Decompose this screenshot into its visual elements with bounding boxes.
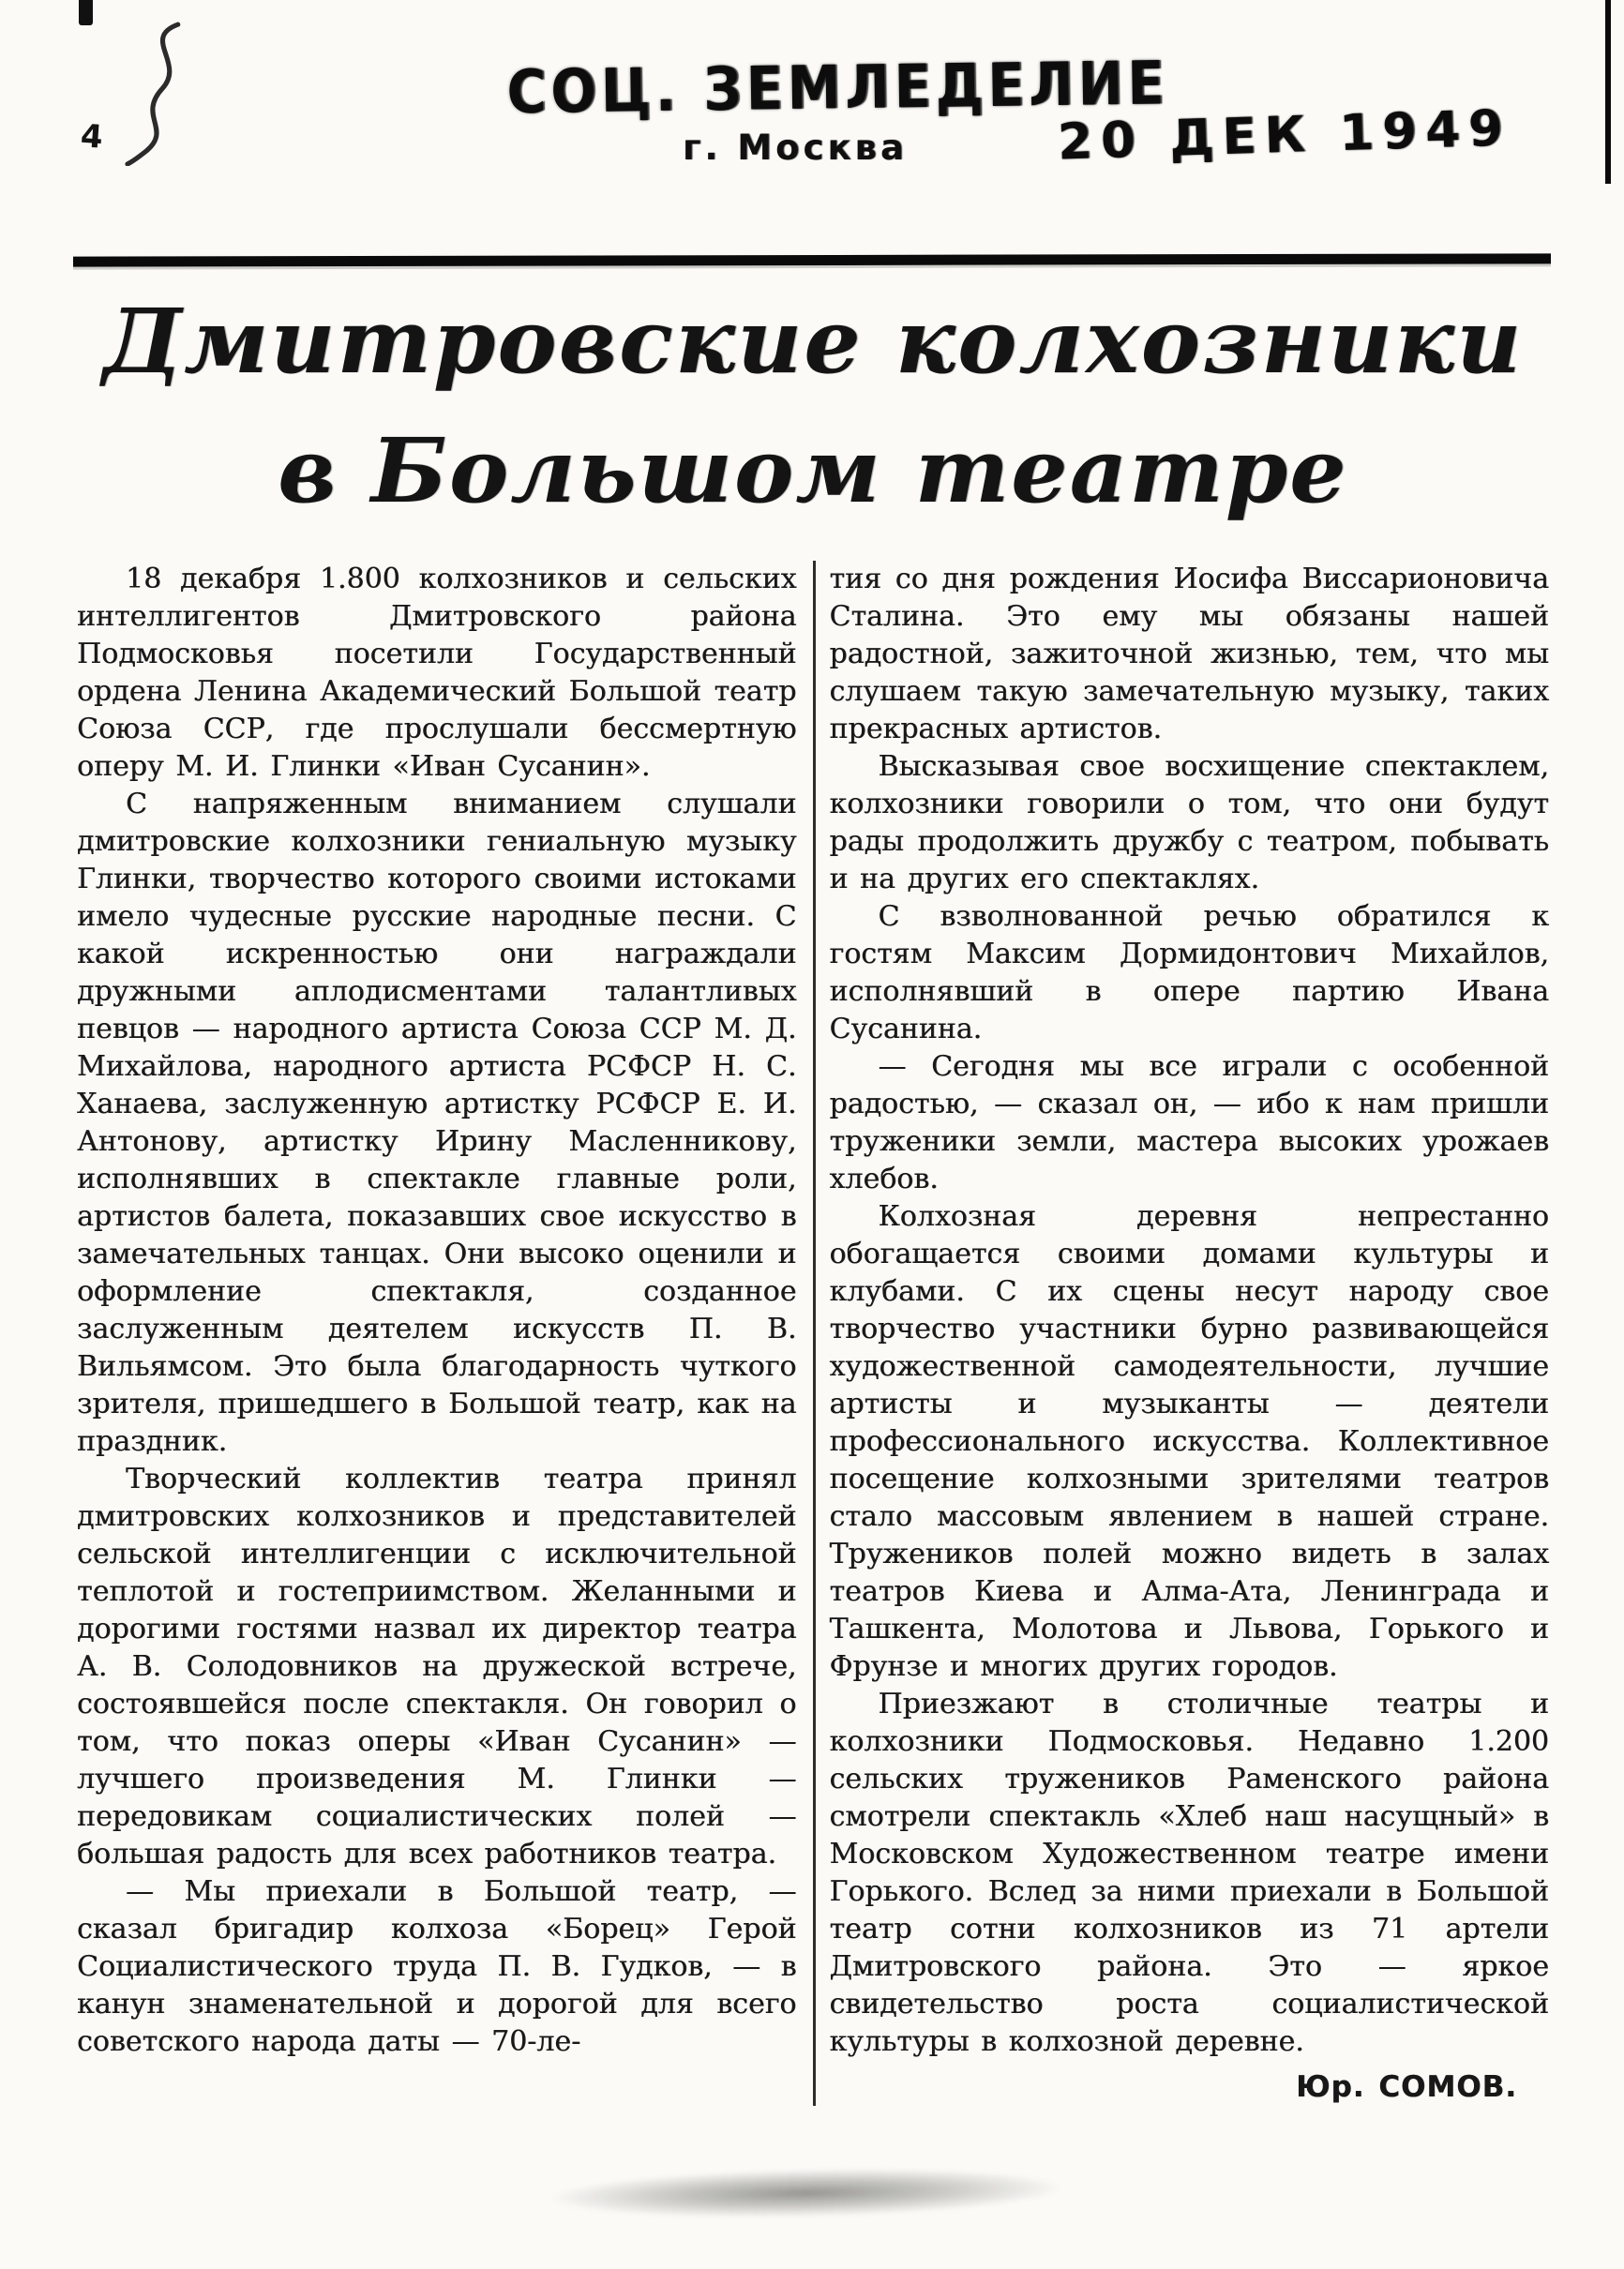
ink-mark-top-left [79,0,93,25]
article-paragraph: Колхозная деревня непрестанно обогащается своими домами культуры и клубами. С их сцены несут народу свое творчество участники бурно развивающейся художественной самодеятельности, лучшие артисты и музыканты — деятели профессионального искусства. Коллективное посещение колхозными зрителями театров стало массовым явлением в нашей стране. Тружеников полей можно видеть в залах театров Киева и Алма-Ата, Ленинграда и Ташкента, Молотова и Львова, Горького и Фрунзе и многих других городов. [829,1200,1549,1683]
article-paragraph: тия со дня рождения Иосифа Виссарионовича Сталина. Это ему мы обязаны нашей радостной, зажиточной жизнью, тем, что мы слушаем такую замечательную музыку, таких прекрасных артистов. [829,563,1549,745]
article-paragraph: Творческий коллектив театра принял дмитровских колхозников и представителей сельской интеллигенции с исключительной теплотой и гостеприимством. Желанными и дорогими гостями назвал их директор театра А. В. Солодовников на дружеской встрече, состоявшейся после спектакля. Он говорил о том, что показ оперы «Иван Сусанин» — лучшего произведения М. Глинки — передовикам социалистических полей — большая радость для всех работников театра. [77,1463,797,1871]
ink-mark-left-margin: 4 [79,117,105,157]
article-paragraph: С взволнованной речью обратился к гостям Максим Дормидонтович Михайлов, исполнявший в опере партию Ивана Сусанина. [829,900,1549,1045]
column-divider [813,561,816,2106]
right-column [830,561,1550,2106]
article-paragraph: — Сегодня мы все играли с особенной радостью, — сказал он, — ибо к нам пришли труженики земли, мастера высоких урожаев хлебов. [829,1050,1549,1195]
date-stamp: 20 ДЕК 1949 [1057,99,1512,172]
headline-line-2: в Большом театре [278,418,1348,523]
headline-line-1: Дмитровские колхозники [102,290,1524,394]
article-paragraph: 18 декабря 1.800 колхозников и сельских интеллигентов Дмитровского района Подмосковья посетили Государственный ордена Ленина Академический Большой театр Союза ССР, где прослушали бессмертную оперу М. И. Глинки «Иван Сусанин». [77,563,797,783]
scan-edge-line [1605,0,1611,184]
bottom-smudge [553,2164,1060,2221]
newspaper-name-stamp: СОЦ. ЗЕМЛЕДЕЛИЕ [506,49,1169,128]
author-signature: Юр. СОМОВ. [1296,2070,1517,2104]
article-paragraph: С напряженным вниманием слушали дмитровские колхозники гениальную музыку Глинки, творчество которого своими истоками имело чудесные русские народные песни. С какой искренностью они награждали дружными аплодисментами талантливых певцов — народного артиста Союза ССР М. Д. Михайлова, народного артиста РСФСР Н. С. Ханаева, заслуженную артистку РСФСР Е. И. Антонову, артистку Ирину Масленникову, исполнявших в спектакле главные роли, артистов балета, показавших свое искусство в замечательных танцах. Они высоко оценили и оформление спектакля, созданное заслуженным деятелем искусств П. В. Вильямсом. Это была благодарность чуткого зрителя, пришедшего в Большой театр, как на праздник. [77,788,797,1458]
left-column [77,561,797,2106]
pen-squiggle-icon [105,21,208,166]
article-paragraph: Приезжают в столичные театры и колхозники Подмосковья. Недавно 1.200 сельских тружеников Раменского района смотрели спектакль «Хлеб наш насущный» в Московском Художественном театре имени Горького. Вслед за ними приехали в Большой театр сотни колхозников из 71 артели Дмитровского района. Это — яркое свидетельство роста социалистической культуры в колхозной деревне. [829,1688,1549,2058]
city-stamp: г. Москва [683,128,908,168]
article-paragraph: Высказывая свое восхищение спектаклем, колхозники говорили о том, что они будут рады продолжить дружбу с театром, побывать и на других его спектаклях. [829,750,1549,895]
article-body [77,561,1549,2106]
article-headline [75,278,1551,536]
masthead-rule [73,253,1551,266]
article-paragraph: — Мы приехали в Большой театр, — сказал бригадир колхоза «Борец» Герой Социалистического труда П. В. Гудков, — в канун знаменательной и дорогой для всего советского народа даты — 70-ле- [77,1875,797,2058]
